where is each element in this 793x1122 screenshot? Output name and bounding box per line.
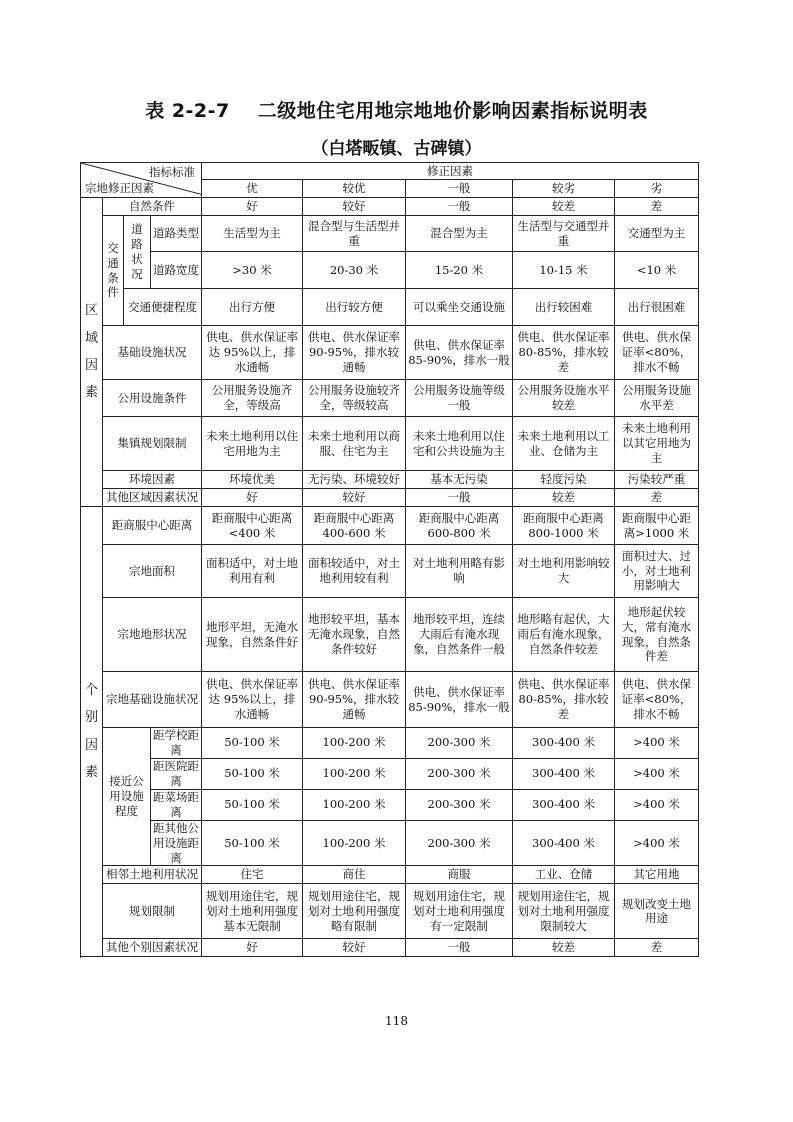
grade-header: 优 xyxy=(202,180,303,198)
factor-value: 100-200 米 xyxy=(303,728,406,759)
header-row xyxy=(81,163,699,180)
factor-label: 距菜场距离 xyxy=(151,789,202,820)
factor-value: 对土地利用影响较大 xyxy=(513,545,615,598)
factor-value: 100-200 米 xyxy=(303,758,406,789)
factor-value: 公用服务设施较齐全，等级较高 xyxy=(303,380,406,417)
factor-value: 未来土地利用以商服、住宅为主 xyxy=(303,417,406,471)
factor-value: 供电、供水保证率<80%，排水不畅 xyxy=(615,672,699,728)
table-row xyxy=(81,471,699,489)
table-row xyxy=(81,417,699,471)
factor-value: 较差 xyxy=(513,198,615,216)
header-xiuzheng: 修正因素 xyxy=(202,163,699,180)
table-subtitle: （白塔畈镇、古碑镇） xyxy=(311,139,482,159)
factor-value: 200-300 米 xyxy=(406,789,513,820)
factor-value: 供电、供水保证率达 95%以上，排水通畅 xyxy=(202,672,303,728)
factor-value: 规划用途住宅，规划对土地利用强度基本无限制 xyxy=(202,884,303,939)
factor-value: 50-100 米 xyxy=(202,789,303,820)
factor-label: 距其他公用设施距离 xyxy=(151,820,202,866)
factor-value: 较差 xyxy=(513,489,615,507)
factor-value: 未来土地利用以工业、仓储为主 xyxy=(513,417,615,471)
factor-value: 未来土地利用以住宅用地为主 xyxy=(202,417,303,471)
factor-value: 供电、供水保证率 80-85%，排水较差 xyxy=(513,672,615,728)
factor-value: 轻度污染 xyxy=(513,471,615,489)
factor-label: 集镇规划限制 xyxy=(103,417,202,471)
factor-value: 地形平坦，无淹水现象，自然条件好 xyxy=(202,598,303,672)
factor-value: 混合型为主 xyxy=(406,216,513,252)
factor-value: 距商服中心距离 600-800 米 xyxy=(406,507,513,545)
table-row xyxy=(81,866,699,884)
factor-value: 距商服中心距离>1000 米 xyxy=(615,507,699,545)
factor-label: 道路类型 xyxy=(151,216,202,252)
header-factor-label: 宗地修正因素 xyxy=(85,181,154,196)
factor-value: 面积适中，对土地利用有利 xyxy=(202,545,303,598)
table-row xyxy=(81,216,699,252)
factor-value: >400 米 xyxy=(615,820,699,866)
factor-value: 50-100 米 xyxy=(202,758,303,789)
factor-value: 公用服务设施水平差 xyxy=(615,380,699,417)
factor-value: 规划用途住宅，规划对土地利用强度略有限制 xyxy=(303,884,406,939)
factor-label: 交通便捷程度 xyxy=(124,289,202,326)
factor-value: >30 米 xyxy=(202,252,303,289)
table-title xyxy=(0,96,793,123)
factor-value: 差 xyxy=(615,489,699,507)
factor-value: 供电、供水保证率 90-95%，排水较通畅 xyxy=(303,672,406,728)
factor-value: 100-200 米 xyxy=(303,789,406,820)
factor-label: 其他个别因素状况 xyxy=(103,939,202,957)
table-row xyxy=(81,758,699,789)
factor-label: 距商服中心距离 xyxy=(103,507,202,545)
factor-value: 20-30 米 xyxy=(303,252,406,289)
factor-label: 相邻土地利用状况 xyxy=(103,866,202,884)
factor-value: >400 米 xyxy=(615,758,699,789)
factor-value: 200-300 米 xyxy=(406,758,513,789)
factor-value: 基本无污染 xyxy=(406,471,513,489)
grade-header: 一般 xyxy=(406,180,513,198)
factor-value: 公用服务设施齐全，等级高 xyxy=(202,380,303,417)
factor-label: 道路宽度 xyxy=(151,252,202,289)
factor-value: 商住 xyxy=(303,866,406,884)
factor-value: 其它用地 xyxy=(615,866,699,884)
factor-value: 较差 xyxy=(513,939,615,957)
factor-value: 对土地利用略有影响 xyxy=(406,545,513,598)
factor-value: 供电、供水保证率<80%，排水不畅 xyxy=(615,326,699,380)
header-diagonal-cell xyxy=(81,163,202,198)
road-label: 道路状况 xyxy=(124,216,151,289)
factor-value: 200-300 米 xyxy=(406,728,513,759)
factor-value: 供电、供水保证率 85-90%，排水一般 xyxy=(406,672,513,728)
factor-value: 出行较方便 xyxy=(303,289,406,326)
factor-label: 距医院距离 xyxy=(151,758,202,789)
factor-value: 距商服中心距离 400-600 米 xyxy=(303,507,406,545)
factor-value: 一般 xyxy=(406,198,513,216)
factor-value: 15-20 米 xyxy=(406,252,513,289)
factor-value: 10-15 米 xyxy=(513,252,615,289)
factor-value: 好 xyxy=(202,198,303,216)
individual-category xyxy=(81,507,103,957)
individual-category-label: 个 别 因 素 xyxy=(84,683,98,781)
factor-value: 规划用途住宅，规划对土地利用强度限制较大 xyxy=(513,884,615,939)
factor-value: 300-400 米 xyxy=(513,728,615,759)
factor-value: 较好 xyxy=(303,489,406,507)
table-row xyxy=(81,380,699,417)
table-code: 表 2-2-7 xyxy=(145,100,230,122)
factor-value: 距商服中心距离 800-1000 米 xyxy=(513,507,615,545)
factor-label: 宗地地形状况 xyxy=(103,598,202,672)
factor-label: 公用设施条件 xyxy=(103,380,202,417)
factor-value: 规划改变土地用途 xyxy=(615,884,699,939)
factor-value: 地形起伏较大，常有淹水现象，自然条件差 xyxy=(615,598,699,672)
grade-header: 较劣 xyxy=(513,180,615,198)
factor-value: 出行较困难 xyxy=(513,289,615,326)
table-row xyxy=(81,884,699,939)
table-row xyxy=(81,939,699,957)
table-row xyxy=(81,728,699,759)
factor-value: 住宅 xyxy=(202,866,303,884)
factor-value: 300-400 米 xyxy=(513,789,615,820)
traffic-label: 交通条件 xyxy=(103,216,124,326)
table-row xyxy=(81,289,699,326)
factor-value: 环境优美 xyxy=(202,471,303,489)
factor-label: 基础设施状况 xyxy=(103,326,202,380)
factor-value: 可以乘坐交通设施 xyxy=(406,289,513,326)
grade-header: 劣 xyxy=(615,180,699,198)
regional-category xyxy=(81,198,103,507)
factor-label: 宗地基础设施状况 xyxy=(103,672,202,728)
factor-value: 差 xyxy=(615,198,699,216)
factor-value: 面积较适中，对土地利用较有利 xyxy=(303,545,406,598)
factor-value: 50-100 米 xyxy=(202,728,303,759)
factor-value: 300-400 米 xyxy=(513,758,615,789)
table-row xyxy=(81,789,699,820)
table-title-text: 二级地住宅用地宗地地价影响因素指标说明表 xyxy=(257,100,648,122)
factor-value: 商服 xyxy=(406,866,513,884)
header-indicator-label: 指标标准 xyxy=(149,165,195,179)
factor-value: 未来土地利用以其它用地为主 xyxy=(615,417,699,471)
factor-table xyxy=(80,162,699,957)
factor-value: 距商服中心距离<400 米 xyxy=(202,507,303,545)
factor-value: 较好 xyxy=(303,939,406,957)
factor-value: 一般 xyxy=(406,939,513,957)
table-row xyxy=(81,252,699,289)
factor-value: 地形较平坦，基本无淹水现象，自然条件较好 xyxy=(303,598,406,672)
table-row xyxy=(81,820,699,866)
factor-value: 生活型与交通型并重 xyxy=(513,216,615,252)
factor-label: 其他区域因素状况 xyxy=(103,489,202,507)
table-row xyxy=(81,326,699,380)
factor-label: 自然条件 xyxy=(103,198,202,216)
factor-value: >400 米 xyxy=(615,728,699,759)
factor-value: 工业、仓储 xyxy=(513,866,615,884)
factor-label: 宗地面积 xyxy=(103,545,202,598)
factor-value: 100-200 米 xyxy=(303,820,406,866)
factor-label: 环境因素 xyxy=(103,471,202,489)
public-access-label: 接近公用设施程度 xyxy=(103,728,151,866)
factor-value: 规划用途住宅，规划对土地利用强度有一定限制 xyxy=(406,884,513,939)
factor-value: 供电、供水保证率 80-85%，排水较差 xyxy=(513,326,615,380)
factor-value: 混合型与生活型并重 xyxy=(303,216,406,252)
factor-value: 地形较平坦，连续大雨后有淹水现象，自然条件一般 xyxy=(406,598,513,672)
table-row xyxy=(81,545,699,598)
regional-category-label: 区 域 因 素 xyxy=(84,303,98,401)
factor-value: 污染较严重 xyxy=(615,471,699,489)
table-row xyxy=(81,198,699,216)
factor-value: 生活型为主 xyxy=(202,216,303,252)
factor-label: 距学校距离 xyxy=(151,728,202,759)
table-row xyxy=(81,489,699,507)
factor-value: 差 xyxy=(615,939,699,957)
factor-value: 好 xyxy=(202,939,303,957)
table-row xyxy=(81,507,699,545)
factor-value: <10 米 xyxy=(615,252,699,289)
factor-value: 公用服务设施水平较差 xyxy=(513,380,615,417)
factor-value: 公用服务设施等级一般 xyxy=(406,380,513,417)
page-number: 118 xyxy=(385,1014,408,1028)
factor-value: 地形略有起伏，大雨后有淹水现象，自然条件较差 xyxy=(513,598,615,672)
factor-value: 50-100 米 xyxy=(202,820,303,866)
factor-value: 无污染、环境较好 xyxy=(303,471,406,489)
factor-value: >400 米 xyxy=(615,789,699,820)
factor-value: 较好 xyxy=(303,198,406,216)
factor-value: 好 xyxy=(202,489,303,507)
factor-value: 未来土地利用以住宅和公共设施为主 xyxy=(406,417,513,471)
factor-label: 规划限制 xyxy=(103,884,202,939)
factor-value: 供电、供水保证率 90-95%，排水较通畅 xyxy=(303,326,406,380)
factor-value: 交通型为主 xyxy=(615,216,699,252)
factor-value: 供电、供水保证率达 95%以上，排水通畅 xyxy=(202,326,303,380)
factor-value: 出行方便 xyxy=(202,289,303,326)
table-row xyxy=(81,672,699,728)
table-row xyxy=(81,598,699,672)
factor-value: 一般 xyxy=(406,489,513,507)
factor-value: 供电、供水保证率 85-90%，排水一般 xyxy=(406,326,513,380)
factor-value: 200-300 米 xyxy=(406,820,513,866)
factor-value: 面积过大、过小，对土地利用影响大 xyxy=(615,545,699,598)
factor-value: 300-400 米 xyxy=(513,820,615,866)
factor-value: 出行很困难 xyxy=(615,289,699,326)
grade-header: 较优 xyxy=(303,180,406,198)
